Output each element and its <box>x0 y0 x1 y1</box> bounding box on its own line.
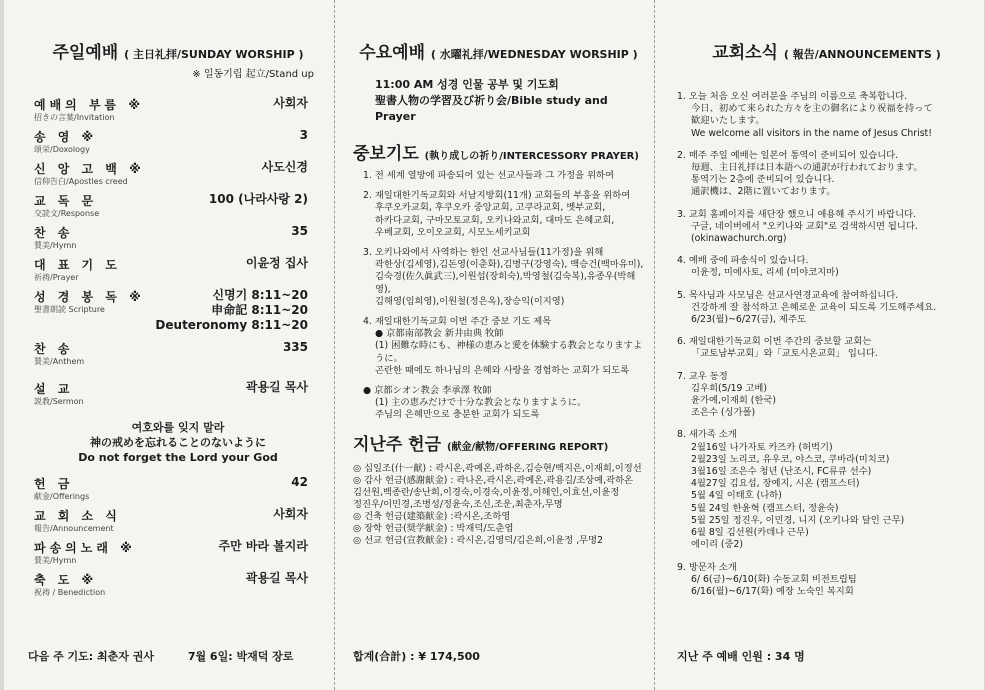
list-item-line: 2. 재일대한기독교회와 서남지방회(11개) 교회들의 부흥을 위하여 <box>363 190 631 202</box>
list-item-line: 歓迎いたします。 <box>691 115 765 127</box>
offering-list <box>353 463 644 547</box>
list-item <box>677 371 976 420</box>
intercession-list <box>363 170 644 422</box>
list-item-line: 6/ 6(금)~6/10(화) 수동교회 비전트립팀 <box>691 573 857 585</box>
offering-title <box>353 430 644 455</box>
worship-item-sub: 招きの言葉/Invitation <box>34 113 115 122</box>
worship-item <box>34 192 322 224</box>
worship-item-value: 곽용길 목사 <box>245 380 308 394</box>
list-item-line: 6/23(월)~6/27(금), 제주도 <box>691 314 806 326</box>
list-item-line: 2월16일 나가자토 카즈카 (허벅기) <box>691 441 833 453</box>
offering-subtitle: (献金/献物/OFFERING REPORT) <box>446 441 609 453</box>
list-item-line: 3. 교회 홈페이지를 새단장 했으니 애용해 주시기 바랍니다. <box>677 208 917 220</box>
list-item <box>677 255 976 279</box>
list-item-line: We welcome all visitors in the name of Jesus Christ! <box>691 127 932 139</box>
worship-item <box>34 256 322 288</box>
worship-item-sub: 信仰告白/Apostles creed <box>34 177 128 186</box>
worship-item-value: 사회자 <box>273 96 308 110</box>
list-item <box>363 385 644 422</box>
list-item-line: 6월 8일 김선원(카데나 근무) <box>691 527 809 539</box>
list-item-line: 김숙경(佐久眞武三),이원섭(장희숙),박영철(김숙복),유종우(박해영), <box>375 271 636 295</box>
announcement-list <box>677 91 976 598</box>
wednesday-time-ja: 聖書人物の学習及び祈り会/Bible study and Prayer <box>375 94 608 123</box>
next-prayer-date: 7월 6일: 박재덕 장로 <box>187 650 294 663</box>
worship-item <box>34 128 322 160</box>
list-item-line: 곤란한 때에도 하나님의 은혜와 사랑을 경험하는 교회가 되도록 <box>375 364 630 376</box>
list-item-line: (1) 主の恵みだけで十分な教会となりますように。 <box>375 397 587 409</box>
worship-item-sub: 賛美/Anthem <box>34 357 85 366</box>
worship-item-value: 3 <box>299 128 308 142</box>
list-item-line: 毎週、主日礼拝は日本語への通訳が行われております。 <box>691 162 923 174</box>
list-item <box>677 290 976 327</box>
sermon-title <box>34 420 322 465</box>
sunday-title-text: 주일예배 <box>52 43 119 63</box>
worship-item-name: 대 표 기 도 <box>34 258 121 272</box>
list-item <box>363 316 644 377</box>
list-item-line: (okinawachurch.org) <box>691 233 787 245</box>
attendance: 지난 주 예배 인원 : 34 명 <box>677 650 805 663</box>
list-item-line: 통역기는 2층에 준비되어 있습니다. <box>691 174 835 186</box>
wednesday-column <box>334 0 654 690</box>
worship-item-value: 335 <box>282 340 308 354</box>
worship-item-value: 42 <box>291 475 308 489</box>
worship-item-name: 예배의 부름 ※ <box>34 98 144 112</box>
worship-item-name: 교 독 문 <box>34 194 98 208</box>
list-item <box>363 190 644 239</box>
offering-line: ◎ 십일조(什一献) : 곽시온,곽예온,곽하온,김승현/백지은,이재희,이정선 <box>353 462 642 474</box>
intercession-subtitle: (執り成しの祈り/INTERCESSORY PRAYER) <box>424 151 639 162</box>
list-item-line: 6/16(월)~6/17(화) 예장 노숙인 복지회 <box>691 585 854 597</box>
wednesday-time-ko: 11:00 AM 성경 인물 공부 및 기도회 <box>375 78 559 91</box>
wednesday-subtitle: ( 水曜礼拝/WEDNESDAY WORSHIP ) <box>430 48 638 61</box>
worship-item <box>34 288 322 340</box>
worship-item-sub: 祝祷 / Benediction <box>34 588 106 597</box>
sunday-title <box>34 38 322 63</box>
worship-item-sub: 賛美/Hymn <box>34 241 77 250</box>
worship-item-sub: 説教/Sermon <box>34 397 84 406</box>
list-item-line: 건강하게 잘 참석하고 은혜로운 교육이 되도록 기도해주세요. <box>691 301 937 313</box>
list-item-line: 에이리 (중2) <box>691 539 744 551</box>
worship-item-name: 파송의노래 ※ <box>34 541 136 555</box>
list-item-line: 5월 4일 이태호 (나하) <box>691 490 782 502</box>
worship-item-sub: 祈祷/Prayer <box>34 273 79 282</box>
announcements-title-text: 교회소식 <box>712 43 778 63</box>
stand-note: ※ 일동기립 起立/Stand up <box>192 69 314 80</box>
list-item <box>677 336 976 360</box>
list-item-line: 후쿠오카교회, 후쿠오카 중앙교회, 고쿠라교회, 벳부교회, <box>375 202 606 214</box>
worship-item-value: 곽용길 목사 <box>245 571 308 585</box>
worship-item-value: 신명기 8:11~20 申命記 8:11~20 Deuteronomy 8:11~20 <box>155 288 308 332</box>
list-item-line: 「교토남부교회」와「교토시온교회」 입니다. <box>691 348 878 360</box>
offering-line: 김선원,백종란/송난희,이경숙,이경숙,이윤정,이해인,이효선,이윤정 <box>353 486 620 498</box>
order-of-worship <box>34 96 322 412</box>
list-item <box>677 562 976 599</box>
worship-item <box>34 160 322 192</box>
list-item-line: 今日、初めて来られた方々を主の御名により祝福を持って <box>691 103 933 115</box>
list-item-line: 주님의 은혜만으로 충분한 교회가 되도록 <box>375 409 540 421</box>
list-item-line: 조은수 (싱가폴) <box>691 407 756 419</box>
list-item <box>677 91 976 140</box>
worship-item <box>34 507 322 539</box>
wednesday-title-text: 수요예배 <box>359 43 425 63</box>
worship-item <box>34 224 322 256</box>
worship-item-sub: 報告/Announcement <box>34 524 114 533</box>
worship-item <box>34 340 322 380</box>
worship-item-name: 헌 금 <box>34 477 74 491</box>
list-item <box>677 150 976 199</box>
worship-item-name: 찬 송 <box>34 342 74 356</box>
sermon-title-en: Do not forget the Lord your God <box>78 451 278 464</box>
list-item-line: 김해영(임희영),이원철(정은옥),장승익(이지영) <box>375 295 565 307</box>
worship-item-sub: 聖書朗読 Scripture <box>34 305 105 314</box>
announcements-title <box>677 38 976 63</box>
announcements-subtitle: ( 報告/ANNOUNCEMENTS ) <box>783 48 941 61</box>
worship-item <box>34 475 322 507</box>
offering-line: ◎ 장학 헌금(奨学献金) : 박재덕/도춘엽 <box>353 522 514 534</box>
list-item-line: 4월27일 김요섭, 장예지, 시온 (캠프스터) <box>691 478 860 490</box>
list-item <box>363 247 644 308</box>
worship-item-name: 교 회 소 식 <box>34 509 121 523</box>
list-item <box>363 170 644 182</box>
sermon-title-ko: 여호와를 잊지 말라 <box>131 421 225 434</box>
offering-total: 합계(合計) : ¥ 174,500 <box>353 650 480 663</box>
list-item-line: 5. 목사님과 사모님은 선교사연경교육에 참여하십니다. <box>677 289 899 301</box>
worship-item-sub: 賛美/Hymn <box>34 556 77 565</box>
list-item-line: 4. 재일대한기독교회 이번 주간 중보 기도 제목 <box>363 316 552 328</box>
worship-item-name: 설 교 <box>34 382 74 396</box>
worship-item-name: 찬 송 <box>34 226 74 240</box>
worship-item-value: 100 (나라사랑 2) <box>208 192 308 206</box>
list-item-line: 구글, 네이버에서 "오키나와 교회"로 검색하시면 됩니다. <box>691 220 918 232</box>
list-item-line: 3. 오키나와에서 사역하는 한인 선교사님들(11가정)을 위해 <box>363 247 604 259</box>
list-item-line: 4. 예배 중에 파송식이 있습니다. <box>677 255 809 267</box>
announcements-column <box>654 0 984 690</box>
worship-item-value: 35 <box>291 224 308 238</box>
worship-item <box>34 571 322 603</box>
offering-line: ◎ 감사 헌금(感謝献金) : 곽나온,곽시온,곽예온,곽용길/조상예,곽하온 <box>353 474 634 486</box>
wednesday-title <box>353 38 644 63</box>
offering-line: 정진우/이민경,조병성/정윤숙,조신,조운,최춘자,무명 <box>353 498 563 510</box>
list-item-line: 3월16일 조은수 청년 (난조시, FC류큐 선수) <box>691 466 872 478</box>
list-item-line: 이윤정, 미에사토, 리세 (미야코지마) <box>691 267 839 279</box>
worship-item <box>34 539 322 571</box>
intercession-title <box>353 139 644 164</box>
worship-item <box>34 380 322 412</box>
intercession-title-text: 중보기도 <box>353 144 419 164</box>
list-item-line: ● 京都シオン教会 李承澤 牧師 <box>363 385 492 397</box>
order-of-worship-2 <box>34 475 322 603</box>
offering-line: ◎ 건축 헌금(建築献金) :곽시온,조하영 <box>353 510 511 522</box>
offering-line: ◎ 선교 헌금(宣教献金) : 곽시온,김영덕/김은희,이윤정 ,무명2 <box>353 534 604 546</box>
list-item-line: 6. 재일대한기독교회 이번 주간의 중보할 교회는 <box>677 336 872 348</box>
worship-item-name: 축 도 ※ <box>34 573 98 587</box>
list-item-line: 2월23일 노리코, 유우코, 야스코, 쿠바라(미치코) <box>691 453 890 465</box>
list-item-line: 7. 교우 동정 <box>677 370 728 382</box>
worship-item-value: 주만 바라 볼지라 <box>218 539 308 553</box>
list-item <box>677 429 976 551</box>
list-item-line: 5월 24일 한윤혁 (캠프스터, 정윤숙) <box>691 502 839 514</box>
worship-item-sub: 献金/Offerings <box>34 492 90 501</box>
list-item-line: 9. 방문자 소개 <box>677 561 737 573</box>
sunday-subtitle: ( 主日礼拝/SUNDAY WORSHIP ) <box>124 48 304 61</box>
list-item-line: 하카다교회, 구마모토교회, 오키나와교회, 대마도 은혜교회, <box>375 214 615 226</box>
worship-item-sub: 交読文/Response <box>34 209 100 218</box>
list-item-line: 8. 새가족 소개 <box>677 429 737 441</box>
sunday-column <box>4 0 334 690</box>
list-item-line: 通訳機は、2階に置いております。 <box>691 186 836 198</box>
list-item-line: ● 京都南部教会 新井由典 牧師 <box>375 328 504 340</box>
list-item-line: 5월 25일 정진우, 이민경, 니지 (오키나와 달인 근무) <box>691 514 905 526</box>
list-item-line: 1. 오늘 처음 오신 여러분을 주님의 이름으로 축복합니다. <box>677 91 908 102</box>
list-item-line: 1. 전 세계 열방에 파송되어 있는 선교사들과 그 가정을 위하여 <box>363 170 615 181</box>
worship-item-sub: 頌栄/Doxology <box>34 145 90 154</box>
worship-item-name: 성 경 봉 독 ※ <box>34 290 145 304</box>
list-item-line: 곽한상(김세영),김돈영(이춘화),김병구(강영숙), 백승건(백마유미), <box>375 259 644 271</box>
worship-item-value: 이윤정 집사 <box>245 256 308 270</box>
sermon-title-ja: 神の戒めを忘れることのないように <box>90 436 266 449</box>
worship-item-value: 사도신경 <box>261 160 308 174</box>
worship-item-name: 송 영 ※ <box>34 130 98 144</box>
list-item-line: 우베교회, 오이오교회, 시모노세키교회 <box>375 226 531 238</box>
list-item-line: 김우희(5/19 고베) <box>691 382 767 394</box>
worship-item <box>34 96 322 128</box>
offering-title-text: 지난주 헌금 <box>353 434 442 455</box>
next-prayer-text: 다음 주 기도: 최춘자 권사 <box>28 650 154 663</box>
wednesday-time <box>375 77 644 125</box>
list-item-line: 2. 매주 주일 예배는 일본어 통역이 준비되어 있습니다. <box>677 149 899 161</box>
worship-item-name: 신 앙 고 백 ※ <box>34 162 145 176</box>
worship-item-value: 사회자 <box>273 507 308 521</box>
next-prayer <box>28 648 293 664</box>
list-item <box>677 209 976 246</box>
list-item-line: (1) 困難な時にも、神様の恵みと愛を体験する教会となりますように。 <box>375 340 643 364</box>
list-item-line: 윤가예,이재희 (한국) <box>691 395 777 407</box>
